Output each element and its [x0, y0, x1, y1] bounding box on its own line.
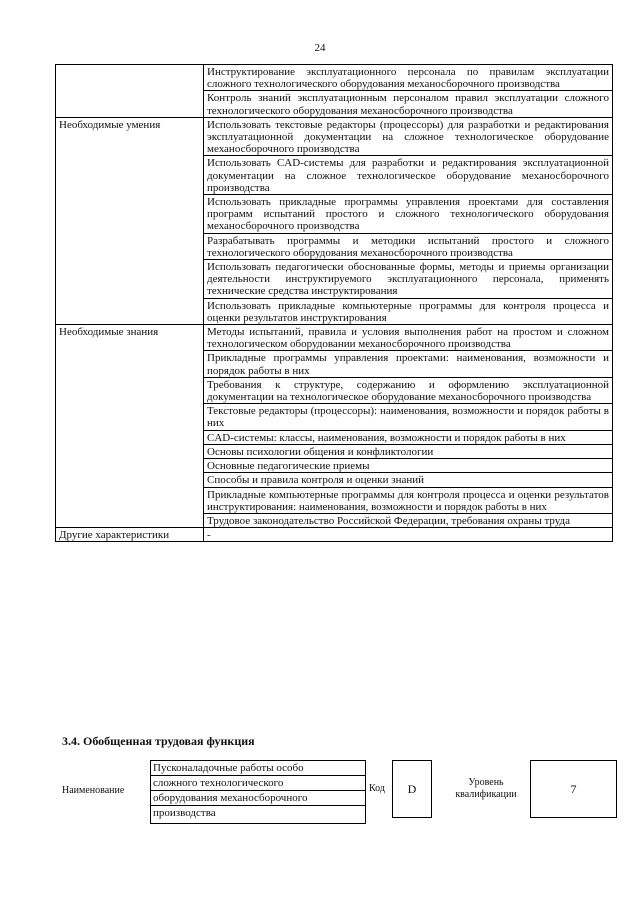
row-value: Использовать CAD-системы для разработки и редактирования эксплуатационной документации на сложное технологическое оборудование механосборочного производства: [204, 156, 613, 195]
function-name-line: сложного технологического: [151, 776, 365, 791]
row-value: Использовать прикладные компьютерные программы для контроля процесса и оценки результатов инструктирования: [204, 298, 613, 324]
row-value: Текстовые редакторы (процессоры): наименования, возможности и порядок работы в них: [204, 404, 613, 430]
skills-label: Необходимые умения: [56, 117, 204, 324]
row-value: -: [204, 528, 613, 542]
row-value: Использовать прикладные программы управления проектами для составления программ испытаний простого и сложного технологического оборудования механосборочного производства: [204, 195, 613, 234]
code-label: Код: [369, 783, 385, 794]
row-value: Разрабатывать программы и методики испытаний простого и сложного технологического оборудования механосборочного производства: [204, 233, 613, 259]
row-value: Основные педагогические приемы: [204, 459, 613, 473]
row-value: Требования к структуре, содержанию и оформлению эксплуатационной документации на технологическое оборудование механосборочного производства: [204, 377, 613, 403]
knowledge-label: Необходимые знания: [56, 325, 204, 528]
function-name-line: производства: [153, 807, 216, 819]
level-value: 7: [530, 760, 617, 818]
row-value: Способы и правила контроля и оценки знаний: [204, 473, 613, 487]
function-name-line: оборудования механосборочного: [151, 791, 365, 806]
level-label: Уровень: [468, 777, 504, 788]
row-value: Прикладные компьютерные программы для контроля процесса и оценки результатов инструктирования: наименования, возможности и порядок работы в них: [204, 487, 613, 513]
row-value: Трудовое законодательство Российской Федерации, требования охраны труда: [204, 513, 613, 527]
section-title: 3.4. Обобщенная трудовая функция: [62, 734, 255, 748]
row-value: Прикладные программы управления проектами: наименования, возможности и порядок работы в них: [204, 351, 613, 377]
table-row: [56, 325, 613, 351]
table-row: [56, 117, 613, 156]
code-value: D: [392, 760, 432, 818]
requirements-table: [55, 64, 613, 542]
row-value: Использовать текстовые редакторы (процессоры) для разработки и редактирования эксплуатационной документации на сложное технологическое оборудование механосборочного производства: [204, 117, 613, 156]
row-value: Методы испытаний, правила и условия выполнения работ на простом и сложном технологическом оборудовании механосборочного производства: [204, 325, 613, 351]
level-label-2: квалификации: [455, 789, 517, 800]
other-label: Другие характеристики: [56, 528, 204, 542]
function-name-box: [150, 760, 366, 824]
row-value: CAD-системы: классы, наименования, возможности и порядок работы в них: [204, 430, 613, 444]
row-value: Использовать педагогически обоснованные формы, методы и приемы организации деятельности инструктируемого эксплуатационного персонала, применять технические средства инструктирования: [204, 260, 613, 299]
row-value: Инструктирование эксплуатационного персонала по правилам эксплуатации сложного технологического оборудования механосборочного производства: [204, 65, 613, 91]
row-label: [56, 65, 204, 118]
table-row: [56, 65, 613, 91]
row-value: Контроль знаний эксплуатационным персоналом правил эксплуатации сложного технологического оборудования механосборочного производства: [204, 91, 613, 117]
function-name-line: Пусконаладочные работы особо: [151, 761, 365, 776]
name-label: Наименование: [62, 785, 125, 796]
page-number: 24: [314, 42, 326, 54]
row-value: Основы психологии общения и конфликтологии: [204, 444, 613, 458]
table-row: [56, 528, 613, 542]
